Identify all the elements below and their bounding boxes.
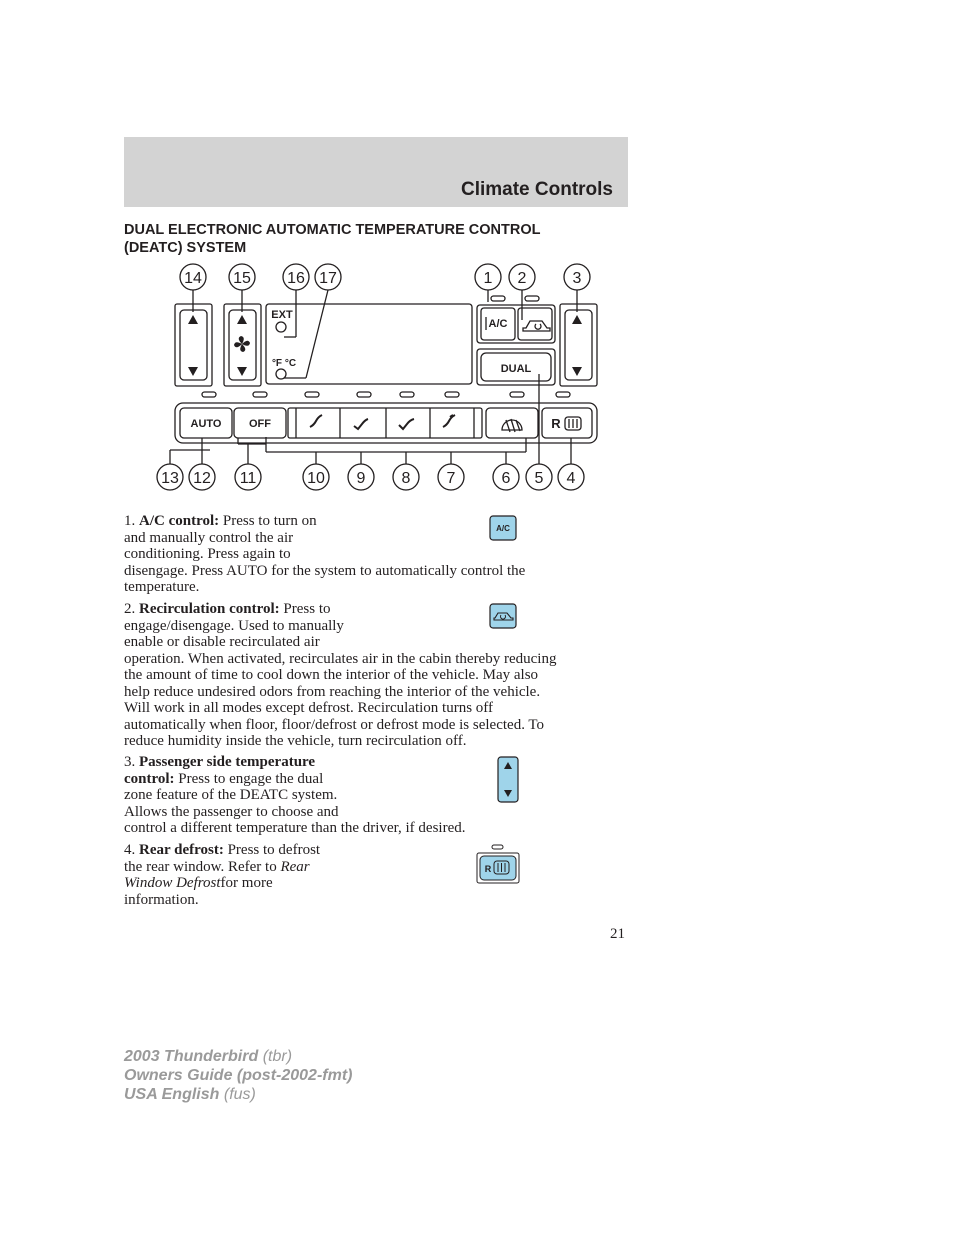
callout-number: 1 — [483, 270, 493, 287]
callout-number: 6 — [501, 470, 511, 487]
item-text: zone feature of the DEATC system. — [124, 787, 338, 803]
item-text: Press to engage the dual — [178, 770, 324, 787]
item-text-italic: Rear — [280, 858, 310, 875]
item-text: for more — [220, 875, 273, 891]
item-text: temperature. — [124, 579, 200, 595]
footer — [124, 1047, 352, 1104]
passenger-temperature-icon — [497, 756, 519, 803]
item-text: Press to defrost — [227, 842, 321, 858]
item-rear-defrost — [124, 842, 320, 908]
footer-guide: Owners Guide (post-2002-fmt) — [124, 1067, 353, 1084]
section-title: Climate Controls — [460, 179, 613, 200]
callout-number: 9 — [356, 470, 366, 487]
callout-number: 4 — [566, 470, 576, 487]
callout-number: 10 — [307, 470, 325, 487]
item-lead: Recirculation control: — [139, 601, 280, 617]
footer-title: 2003 Thunderbird — [124, 1048, 259, 1065]
item-number: 4. — [124, 842, 136, 858]
ac-icon-label: A/C — [496, 524, 510, 533]
item-text: enable or disable recirculated air — [124, 634, 320, 650]
item-text: operation. When activated, recirculates air in the cabin thereby reducing — [124, 650, 557, 667]
item-text: help reduce undesired odors from reaching the interior of the vehicle. — [124, 683, 541, 700]
callout-number: 15 — [233, 270, 251, 287]
item-text: conditioning. Press again to — [124, 546, 291, 562]
footer-language-code: (fus) — [223, 1086, 256, 1103]
header-bar — [124, 137, 628, 207]
callout-number: 2 — [517, 270, 527, 287]
item-lead: Passenger side temperature — [139, 754, 316, 770]
control-panel-diagram — [150, 262, 610, 497]
callout-number: 3 — [572, 270, 582, 287]
callout-number: 16 — [287, 270, 305, 287]
item-text: Press to — [283, 601, 331, 617]
ext-label: EXT — [271, 309, 293, 321]
callout-number: 8 — [401, 470, 411, 487]
callout-number: 5 — [534, 470, 544, 487]
doc-heading — [124, 221, 644, 257]
item-lead: control: — [124, 770, 175, 787]
ac-icon — [489, 515, 517, 541]
item-text: information. — [124, 891, 199, 908]
callout-number: 14 — [184, 270, 202, 287]
rear-defrost-icon — [476, 844, 520, 884]
ac-button-label: A/C — [488, 318, 508, 330]
callout-number: 17 — [319, 270, 337, 287]
item-text: reduce humidity inside the vehicle, turn recirculation off. — [124, 733, 467, 749]
dual-button-label: DUAL — [500, 363, 532, 375]
item-passenger-temperature-control — [124, 754, 465, 837]
item-text: disengage. Press AUTO for the system to automatically control the — [124, 562, 526, 579]
item-text: Allows the passenger to choose and — [124, 803, 339, 820]
item-ac-control — [124, 513, 525, 596]
item-text-italic: Window Defrost — [124, 875, 221, 891]
doc-heading-line2: (DEATC) SYSTEM — [124, 240, 247, 256]
item-text: Will work in all modes except defrost. Recirculation turns off — [124, 700, 494, 716]
recirculation-icon — [489, 603, 517, 629]
item-text: and manually control the air — [124, 529, 294, 546]
item-lead: A/C control: — [139, 513, 220, 529]
callout-number: 11 — [239, 470, 257, 487]
callout-number: 13 — [161, 470, 179, 487]
item-text: the amount of time to cool down the interior of the vehicle. May also — [124, 667, 539, 683]
page-number: 21 — [610, 926, 625, 942]
rear-defrost-label: R — [551, 416, 561, 431]
item-text: Press to turn on — [222, 513, 317, 529]
callout-number: 12 — [193, 470, 211, 487]
item-text: control a different temperature than the driver, if desired. — [124, 820, 466, 836]
item-number: 1. — [124, 513, 136, 529]
footer-code: (tbr) — [262, 1048, 293, 1065]
rear-defrost-icon-label: R — [484, 864, 492, 874]
item-number: 2. — [124, 601, 136, 617]
fc-label: °F °C — [271, 358, 297, 369]
footer-language: USA English — [124, 1086, 220, 1103]
auto-button-label: AUTO — [190, 418, 222, 430]
item-text: the rear window. Refer to — [124, 858, 277, 875]
item-text: engage/disengage. Used to manually — [124, 617, 344, 634]
item-text: automatically when floor, floor/defrost or defrost mode is selected. To — [124, 716, 545, 733]
item-number: 3. — [124, 754, 136, 770]
off-button-label: OFF — [249, 418, 271, 430]
item-lead: Rear defrost: — [139, 842, 224, 858]
doc-heading-line1: DUAL ELECTRONIC AUTOMATIC TEMPERATURE CONTROL — [124, 222, 541, 238]
callout-number: 7 — [446, 470, 456, 487]
